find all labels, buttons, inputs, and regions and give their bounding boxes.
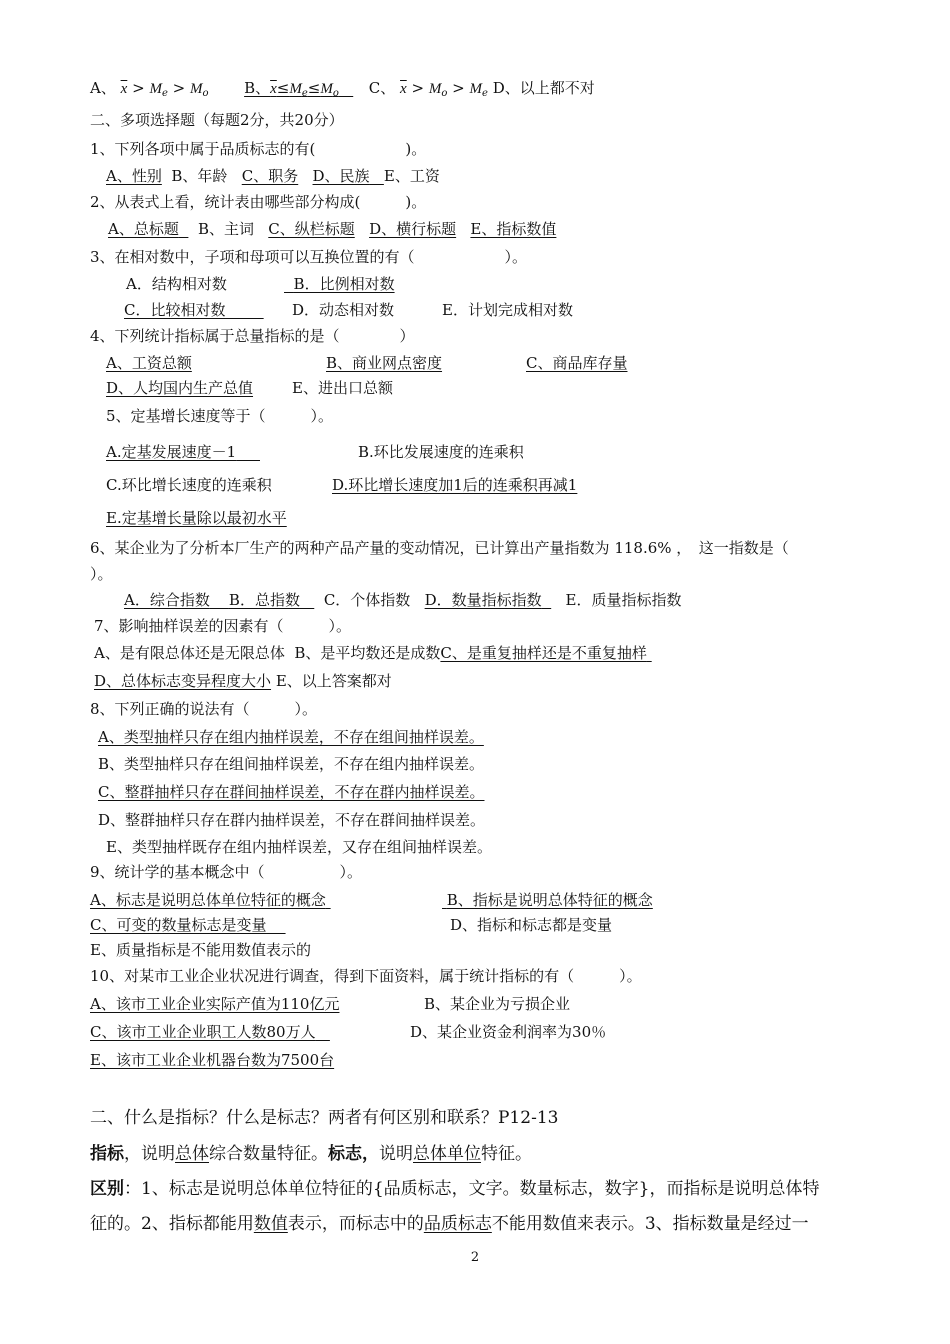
option-e: E、工资 [383,167,440,185]
option-c-label: C、 [368,79,396,97]
essay-title: 二、什么是指标？什么是标志？两者有何区别和联系？P12-13 [90,1108,559,1128]
math-sub-e: e [161,88,168,99]
question-3-option-e: E．计划完成相对数 [442,301,573,319]
option-d: D．数量指标指数 [424,591,542,609]
math-le: ≤ [307,79,321,97]
question-10-option-c: C、该市工业企业职工人数80万人 [90,1023,316,1041]
question-6-stem: 6、某企业为了分析本厂生产的两种产品产量的变动情况，已计算出产量指数为 118.6% ， 这一指数是（ [90,539,789,557]
math-sub-o: o [441,88,448,99]
math-m: M [320,81,333,97]
option-d: D、民族 [312,167,370,185]
question-10-option-b: B、某企业为亏损企业 [424,995,571,1013]
question-5-stem: 5、定基增长速度等于（ ）。 [106,407,334,425]
question-3-option-a: A．结构相对数 [126,275,227,293]
math-xbar: $\overline{x}$ [120,81,128,97]
question-8-option-c: C、整群抽样只存在群间抽样误差，不存在群内抽样误差。 [98,783,485,801]
term-indicator: 指标 [90,1144,124,1164]
question-4-option-b: B、商业网点密度 [326,354,443,372]
option-e: E．质量指标指数 [565,591,682,609]
math-gt: > [132,79,145,97]
question-6-stem-end: ）。 [90,565,113,583]
question-10-option-e: E、该市工业企业机器台数为7500台 [90,1051,335,1069]
question-9-option-d: D、指标和标志都是变量 [450,916,613,934]
option-e: E、指标数值 [470,220,557,238]
question-9-stem: 9、统计学的基本概念中（ ）。 [90,863,363,881]
math-xbar: x [270,81,277,97]
option-b-correct [244,79,353,97]
question-5-option-e: E.定基增长量除以最初水平 [106,509,287,527]
option-d: D、以上都不对 [492,79,595,97]
question-3-option-c: C．比较相对数 [124,301,226,319]
math-m: M [289,81,302,97]
question-1-options [106,166,440,186]
essay-line-1: 指标，说明总体综合数量特征。标志，说明总体单位特征。 [90,1144,532,1164]
question-9-option-c: C、可变的数量标志是变量 [90,916,267,934]
essay-line-2: 区别：1、标志是说明总体单位特征的{品质标志，文字。数量标志，数字}，而指标是说明总体特 [90,1179,820,1199]
question-8-option-b: B、类型抽样只存在组间抽样误差，不存在组内抽样误差。 [98,755,485,773]
question-3-option-b: B．比例相对数 [293,275,395,293]
question-4-option-c: C、商品库存量 [526,354,628,372]
page-number: 2 [470,1250,480,1265]
option-a: A、性别 [106,167,162,185]
question-8-option-a: A、类型抽样只存在组内抽样误差，不存在组间抽样误差。 [98,728,484,746]
question-2-options [108,219,556,239]
math-xbar: $\overline{x}$ [400,81,407,97]
math-le: ≤ [276,79,290,97]
option-c: C、纵栏标题 [268,220,355,238]
term-difference: 区别 [90,1179,124,1199]
math-sub-o: o [202,88,209,99]
math-m: M [190,81,203,97]
math-sub-e: e [301,88,308,99]
question-1-stem: 1、下列各项中属于品质标志的有( )。 [90,140,427,158]
question-9-option-e: E、质量指标是不能用数值表示的 [90,941,311,959]
question-2-stem: 2、从表式上看，统计表由哪些部分构成( )。 [90,193,427,211]
option-c: C．个体指数 [323,591,411,609]
question-7-options-1 [94,643,652,663]
question-4-option-e: E、进出口总额 [292,379,393,397]
option-b: B、主词 [197,220,254,238]
term-mark: 标志， [328,1144,379,1164]
question-9-option-a: A、标志是说明总体单位特征的概念 [90,891,326,909]
question-5-option-c: C.环比增长速度的连乘积 [106,476,272,494]
question-8-option-e: E、类型抽样既存在组内抽样误差，又存在组间抽样误差。 [106,838,492,856]
math-gt: > [452,79,465,97]
math-gt: > [411,79,425,97]
math-m: M [149,81,162,97]
option-b: B、是平均数还是成数 [294,644,441,662]
option-c: C、职务 [241,167,299,185]
option-a: A、是有限总体还是无限总体 [94,644,285,662]
math-m: M [469,81,483,97]
question-3-stem: 3、在相对数中，子项和母项可以互换位置的有（ ）。 [90,248,528,266]
math-sub-e: e [482,88,488,99]
question-7-options-2 [94,671,392,691]
question-10-option-d: D、某企业资金利润率为30％ [410,1023,607,1041]
option-b-label: B、 [244,79,271,97]
option-c: C、是重复抽样还是不重复抽样 [440,644,647,662]
question-4-stem: 4、下列统计指标属于总量指标的是（ ） [90,327,415,345]
prev-question-options [90,78,595,104]
option-a: A、总标题 [108,220,179,238]
question-5-option-a: A.定基发展速度－1 [106,443,237,461]
question-7-stem: 7、影响抽样误差的因素有（ ）。 [94,617,352,635]
question-10-option-a: A、该市工业企业实际产值为110亿元 [90,995,340,1013]
math-sub-o: o [332,88,339,99]
question-8-option-d: D、整群抽样只存在群内抽样误差，不存在群间抽样误差。 [98,811,486,829]
question-5-option-b: B.环比发展速度的连乘积 [358,443,524,461]
option-b: B、年龄 [171,167,228,185]
question-3-option-d: D．动态相对数 [292,301,395,319]
question-8-stem: 8、下列正确的说法有（ ）。 [90,700,318,718]
option-a: A．综合指数 B．总指数 [124,591,300,609]
section-title: 二、多项选择题（每题2分，共20分） [90,111,344,129]
question-5-option-d: D.环比增长速度加1后的连乘积再减1 [332,476,578,494]
option-e: E、以上答案都对 [275,672,392,690]
option-d: D、总体标志变异程度大小 [94,672,272,690]
question-4-option-d: D、人均国内生产总值 [106,379,254,397]
essay-line-3: 征的。2、指标都能用数值表示，而标志中的品质标志不能用数值来表示。3、指标数量是经过一 [90,1214,809,1234]
math-gt: > [172,79,186,97]
question-4-option-a: A、工资总额 [106,354,192,372]
math-m: M [428,81,442,97]
option-d: D、横行标题 [369,220,457,238]
option-a-label: A、 [90,79,116,97]
question-6-options [124,590,681,610]
question-10-stem: 10、对某市工业企业状况进行调查，得到下面资料，属于统计指标的有（ ）。 [90,967,642,985]
question-9-option-b: B、指标是说明总体特征的概念 [446,891,653,909]
